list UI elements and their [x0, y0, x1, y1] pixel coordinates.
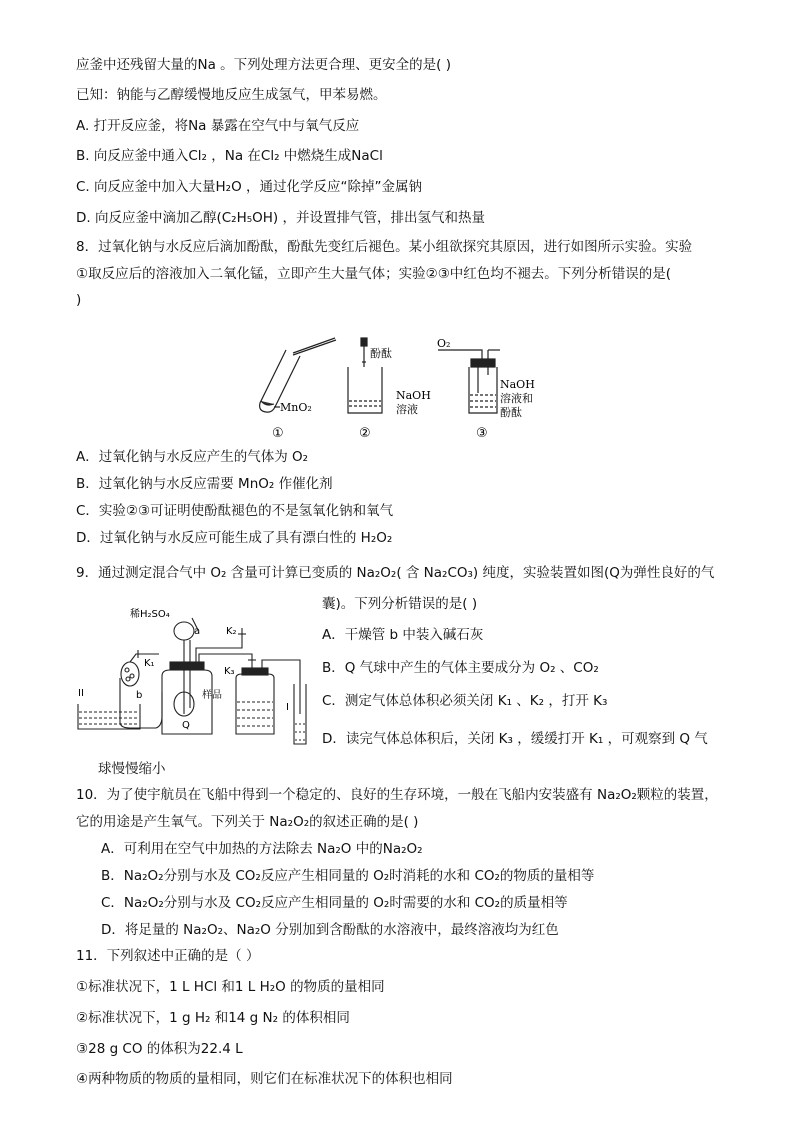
q11-statement-4: ④两种物质的物质的量相同，则它们在标准状况下的体积也相同: [76, 1071, 453, 1087]
q9-option-b: B．Q 气球中产生的气体主要成分为 O₂ 、CO₂: [322, 660, 599, 676]
k3-label: K₃: [224, 666, 235, 677]
naoh-label-1b: 溶液: [396, 403, 418, 416]
naoh-label-2c: 酚酞: [500, 406, 522, 419]
q8-option-a: A．过氧化钠与水反应产生的气体为 O₂: [76, 449, 309, 465]
q9-stem-line2: 囊)。下列分析错误的是( ): [322, 596, 478, 612]
q7-option-d: D. 向反应釜中滴加乙醇(C₂H₅OH) ，并设置排气管，排出氢气和热量: [76, 210, 485, 226]
q7-stem-line: 应釜中还残留大量的Na 。下列处理方法更合理、更安全的是( ): [76, 57, 451, 73]
q11-statement-2: ②标准状况下，1 g H₂ 和14 g N₂ 的体积相同: [76, 1010, 350, 1026]
q10-option-a: A．可利用在空气中加热的方法除去 Na₂O 中的Na₂O₂: [101, 841, 423, 857]
q8-stem-line1: 8．过氧化钠与水反应后滴加酚酞，酚酞先变红后褪色。某小组欲探究其原因，进行如图所示实验。实验: [76, 239, 693, 255]
q8-stem-line2: ①取反应后的溶液加入二氧化锰，立即产生大量气体；实验②③中红色均不褪去。下列分析错误的是(: [76, 266, 672, 282]
q11-statement-3: ③28 g CO 的体积为22.4 L: [76, 1041, 243, 1057]
q8-apparatus-figure: [250, 335, 560, 443]
q9-option-d: D．读完气体总体积后，关闭 K₃ ，缓缓打开 K₁ ，可观察到 Q 气: [322, 731, 708, 747]
exp-2-label: ②: [359, 426, 371, 441]
q10-option-b: B．Na₂O₂分别与水及 CO₂反应产生相同量的 O₂时消耗的水和 CO₂的物质的量相等: [101, 868, 595, 884]
q10-stem-line1: 10．为了使宇航员在飞船中得到一个稳定的、良好的生存环境，一般在飞船内安装盛有 Na₂O₂颗粒的装置，: [76, 787, 718, 803]
exp-3-label: ③: [476, 426, 488, 441]
q8-option-d: D．过氧化钠与水反应可能生成了具有漂白性的 H₂O₂: [76, 530, 393, 546]
k1-label: K₁: [144, 658, 155, 669]
q11-stem: 11．下列叙述中正确的是（ ）: [76, 948, 260, 964]
phenolphthalein-label: 酚酞: [370, 347, 392, 360]
sample-label: 样品: [202, 690, 222, 701]
q8-option-b: B．过氧化钠与水反应需要 MnO₂ 作催化剂: [76, 476, 333, 492]
apparatus-lines: [78, 618, 306, 744]
drying-tube-b-label: b: [136, 690, 143, 701]
q9-option-c: C．测定气体总体积必须关闭 K₁ 、K₂ ，打开 K₃: [322, 693, 608, 709]
q10-stem-line2: 它的用途是产生氧气。下列关于 Na₂O₂的叙述正确的是( ): [76, 814, 419, 830]
q9-option-a: A．干燥管 b 中装入碱石灰: [322, 627, 484, 643]
q10-option-c: C．Na₂O₂分别与水及 CO₂反应产生相同量的 O₂时需要的水和 CO₂的质量相等: [101, 895, 568, 911]
q9-option-d-cont: 球慢慢缩小: [98, 761, 166, 777]
q7-option-c: C. 向反应釜中加入大量H₂O ，通过化学反应“除掉”金属钠: [76, 179, 422, 195]
naoh-label-1: NaOH: [396, 389, 431, 402]
dilute-h2so4-label: 稀H₂SO₄: [130, 609, 170, 620]
tube-a-label: a: [194, 626, 201, 637]
q7-option-b: B. 向反应釜中通入Cl₂ ，Na 在Cl₂ 中燃烧生成NaCl: [76, 148, 383, 164]
mno2-label: MnO₂: [280, 401, 312, 414]
o2-inlet-label: O₂: [437, 337, 451, 350]
q9-apparatus-figure: [74, 604, 314, 750]
exp-1-label: ①: [272, 426, 284, 441]
naoh-label-2b: 溶液和: [500, 392, 533, 405]
q7-known: 已知：钠能与乙醇缓慢地反应生成氢气，甲苯易燃。: [76, 87, 387, 103]
naoh-label-2: NaOH: [500, 378, 535, 391]
trough-ii-label: II: [78, 688, 84, 699]
q8-option-c: C．实验②③可证明使酚酞褪色的不是氢氧化钠和氧气: [76, 503, 394, 519]
k2-label: K₂: [226, 626, 237, 637]
q11-statement-1: ①标准状况下，1 L HCl 和1 L H₂O 的物质的量相同: [76, 979, 385, 995]
q8-stem-line3: ): [76, 292, 82, 308]
q7-option-a: A. 打开反应釜，将Na 暴露在空气中与氧气反应: [76, 118, 360, 134]
gas-washing-bottle: [438, 350, 500, 413]
q10-option-d: D．将足量的 Na₂O₂、Na₂O 分别加到含酚酞的水溶液中，最终溶液均为红色: [101, 922, 559, 938]
balloon-q-label: Q: [182, 720, 190, 731]
q9-stem-line1: 9．通过测定混合气中 O₂ 含量可计算已变质的 Na₂O₂( 含 Na₂CO₃) 纯度，实验装置如图(Q为弹性良好的气: [76, 565, 715, 581]
cylinder-i-label: I: [286, 702, 289, 713]
